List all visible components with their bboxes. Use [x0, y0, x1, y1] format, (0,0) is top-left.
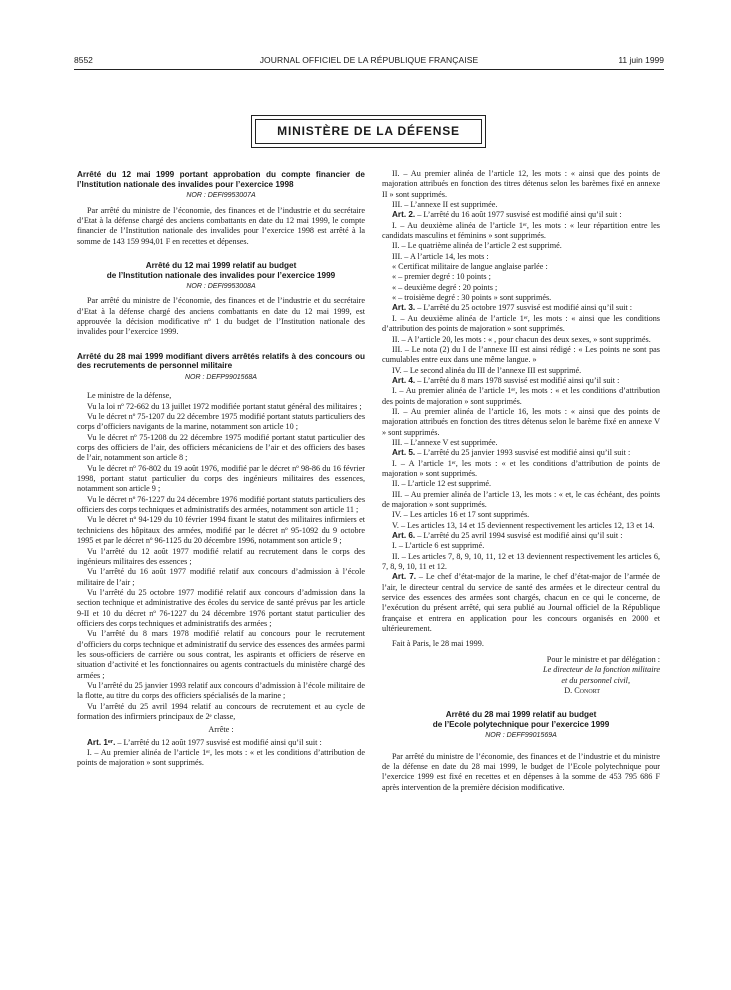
- decree3-visa: Vu l’arrêté du 16 août 1977 modifié relatif aux concours d’admission à l’école militaire de l’air ;: [77, 567, 365, 587]
- right-column: [382, 169, 660, 793]
- article-2-item: II. – Le quatrième alinéa de l’article 2 est supprimé.: [392, 241, 562, 251]
- article-5-item: V. – Les articles 13, 14 et 15 deviennent respectivement les articles 12, 13 et 14.: [392, 520, 655, 530]
- decree3-visa: Vu le décret nº 94-129 du 10 février 1994 fixant le statut des militaires infirmiers et techniciens des hôpitaux des armées, modifié par le décret nº 95-1092 du 9 octobre 1995 et par le décret nº 96-1125 du 20 décembre 1996, notamment son article 9 ;: [77, 515, 365, 546]
- article-5-item: II. – L’article 12 est supprimé.: [392, 479, 492, 489]
- article-5-item: IV. – Les articles 16 et 17 sont supprimés.: [392, 510, 530, 520]
- article-1-item: III. – L’annexe II est supprimée.: [392, 200, 498, 210]
- article-6-item: II. – Les articles 7, 8, 9, 10, 11, 12 et 13 deviennent respectivement les articles 6, 7, 8, 9, 10, 11 et 12.: [382, 551, 660, 572]
- header-rule: [74, 69, 664, 70]
- decree4-nor: NOR : DEFF9901569A: [485, 732, 557, 740]
- article-1-item: II. – Au premier alinéa de l’article 12, les mots : « ainsi que des points de majoration attribués en fonction des titres détenus selon les barèmes fixé en annexe II » sont supprimés.: [382, 169, 660, 199]
- article-2-item: I. – Au deuxième alinéa de l’article 1ᵉʳ, les mots : « leur répartition entre les candidats masculins et féminins » sont supprimés.: [382, 220, 660, 241]
- decree3-visa: Vu le décret nº 76-802 du 19 août 1976, modifié par le décret nº 98-86 du 16 février 1998, portant statut particulier du corps des ingénieurs militaires des essences, notamment son article 9 ;: [77, 463, 365, 494]
- decree3-visa: Le ministre de la défense,: [87, 391, 172, 401]
- article-4-item: III. – L’annexe V est supprimée.: [392, 437, 498, 447]
- article-2-item: « Certificat militaire de langue anglaise parlée :: [392, 262, 548, 272]
- article-1-item: I. – Au premier alinéa de l’article 1ᵉʳ, les mots : « et les conditions d’attribution de points de majoration » sont supprimés.: [77, 748, 365, 768]
- article-3-item: II. – A l’article 20, les mots : « , pour chacun des deux sexes, » sont supprimés.: [392, 334, 651, 344]
- ministry-title: MINISTÈRE DE LA DÉFENSE: [255, 119, 482, 144]
- decree3-visa: Vu la loi nº 72-662 du 13 juillet 1972 modifiée portant statut général des militaires ;: [87, 401, 362, 411]
- article-3-item: I. – Au deuxième alinéa de l’article 1ᵉʳ, les mots : « ainsi que les conditions d’attribution des points de majoration » sont supprimés.: [382, 313, 660, 334]
- decree3-visa: Vu le décret nº 75-1207 du 22 décembre 1975 modifié portant statuts particuliers des corps d’officiers navigants de la marine, notamment son article 10 ;: [77, 412, 365, 432]
- decree3-arrete: Arrête :: [208, 725, 234, 735]
- article-3: Art. 3. – L’arrêté du 25 octobre 1977 susvisé est modifié ainsi qu’il suit :: [392, 303, 633, 313]
- decree3-visa: Vu le décret nº 75-1208 du 22 décembre 1975 modifié portant statut particulier des corps des officiers de l’air, des officiers mécaniciens de l’air et des officiers des bases de l’air, notamment son article 8 ;: [77, 432, 365, 463]
- decree3-visa: Vu l’arrêté du 25 janvier 1993 relatif aux concours d’admission à l’école militaire de la flotte, au titre du corps des officiers spécialisés de la marine ;: [77, 680, 365, 701]
- article-6: Art. 6. – L’arrêté du 25 avril 1994 susvisé est modifié ainsi qu’il suit :: [392, 531, 623, 541]
- left-column: [77, 170, 365, 769]
- article-5-item: I. – A l’article 1ᵉʳ, les mots : « et les conditions d’attribution de points de majoration » sont supprimés.: [382, 458, 660, 478]
- article-4-item: II. – Au premier alinéa de l’article 16, les mots : « ainsi que des points de majoration attribués en fonction des titres détenus selon le barème fixé en annexe V » sont supprimés.: [382, 406, 660, 437]
- decree1-nor: NOR : DEFI9953007A: [186, 192, 256, 200]
- decree1-title: Arrêté du 12 mai 1999 portant approbation du compte financier de l’Institution nationale des invalides pour l’exercice 1998: [77, 170, 365, 189]
- decree4-title-line1: Arrêté du 28 mai 1999 relatif au budget: [445, 710, 597, 720]
- decree4-title-line2: de l’Ecole polytechnique pour l’exercice 1999: [432, 719, 610, 729]
- signature-title: Le directeur de la fonction militaire: [543, 665, 660, 675]
- article-6-item: I. – L’article 6 est supprimé.: [392, 541, 485, 551]
- decree2-body: Par arrêté du ministre de l’économie, des finances et de l’industrie et du secrétaire d’Etat à la défense chargé des anciens combattants en date du 12 mai 1999, est approuvée la décision modificative nº 1 du budget de l’Institution nationale des invalides pour l’exercice 1999.: [77, 296, 365, 337]
- place-date: Fait à Paris, le 28 mai 1999.: [392, 639, 484, 649]
- article-4: Art. 4. – L’arrêté du 8 mars 1978 susvisé est modifié ainsi qu’il suit :: [392, 375, 620, 385]
- page-number: 8552: [74, 55, 93, 65]
- article-3-item: IV. – Le second alinéa du III de l’annexe III est supprimé.: [392, 365, 582, 375]
- decree3-visa: Vu le décret nº 76-1227 du 24 décembre 1976 modifié portant statuts particuliers des officiers des corps techniques et administratifs des armées, notamment son article 11 ;: [77, 494, 365, 515]
- article-2-item: « – premier degré : 10 points ;: [392, 272, 491, 282]
- signatory-name: D. Conort: [564, 685, 600, 695]
- decree3-visa: Vu l’arrêté du 25 octobre 1977 modifié relatif aux concours d’admission dans la section technique et administrative des écoles du service de santé prévus par les article 9-II et 10 du décret nº 76-1227 du 24 décembre 1976 portant statut particulier des officiers des corps techniques et administratifs des armées ;: [77, 587, 365, 628]
- decree3-visa: Vu l’arrêté du 25 avril 1994 relatif au concours de recrutement et au cycle de formation des infirmiers principaux de 2ᵉ classe,: [77, 701, 365, 721]
- decree2-title-line1: Arrêté du 12 mai 1999 relatif au budget: [145, 260, 297, 270]
- article-7: Art. 7. – Le chef d’état-major de la marine, le chef d’état-major de l’armée de l’air, le directeur central du service de santé des armées et le directeur central du service des essences des armées sont chargés, chacun en ce qui le concerne, de l’exécution du présent arrêté, qui sera publié au Journal officiel de la République française et entrera en application pour les concours organisés en 2000 et ultérieurement.: [382, 572, 660, 634]
- ministry-box: [251, 115, 486, 148]
- decree1-body: Par arrêté du ministre de l’économie, des finances et de l’industrie et du secrétaire d’Etat à la défense chargé des anciens combattants en date du 12 mai 1999, le compte financier de l’Institution nationale des invalides pour l’exercice 1998 est arrêté à la somme de 143 159 994,01 F en recettes et dépenses.: [77, 205, 365, 246]
- decree4-body: Par arrêté du ministre de l’économie, des finances et de l’industrie et du ministre de la défense en date du 28 mai 1999, le budget de l’Ecole polytechnique pour l’exercice 1999 est fixé en recettes et en dépenses à la somme de 453 795 686 F après intervention de la première décision modificative.: [382, 751, 660, 792]
- decree3-visa: Vu l’arrêté du 8 mars 1978 modifié relatif au concours pour le recrutement d’officiers du corps technique et administratif du service des essences des armées parmi les sous-officiers de carrière ou sous contrat, les aspirants et officiers de réserve en situation d’activité et les fonctionnaires ou agents contractuels du ministère chargé des armées ;: [77, 629, 365, 680]
- issue-date: 11 juin 1999: [618, 55, 664, 65]
- article-2-item: « – troisième degré : 30 points » sont supprimés.: [392, 293, 552, 303]
- article-4-item: I. – Au premier alinéa de l’article 1ᵉʳ, les mots : « et les conditions d’attribution des points de majoration » sont supprimés.: [382, 386, 660, 406]
- signature-line: Pour le ministre et par délégation :: [546, 654, 660, 664]
- decree3-visa: Vu l’arrêté du 12 août 1977 modifié relatif au recrutement dans le corps des ingénieurs militaires des essences ;: [77, 546, 365, 566]
- article-5-item: III. – Au premier alinéa de l’article 13, les mots : « et, le cas échéant, des points de majoration » sont supprimés.: [382, 489, 660, 509]
- decree3-title: Arrêté du 28 mai 1999 modifiant divers arrêtés relatifs à des concours ou des recrutements de personnel militaire: [77, 351, 365, 371]
- decree3-nor: NOR : DEFP9901568A: [185, 374, 257, 381]
- signature-title: et du personnel civil,: [561, 675, 630, 685]
- decree2-title-line2: de l’Institution nationale des invalides pour l’exercice 1999: [106, 270, 336, 280]
- article-5: Art. 5. – L’arrêté du 25 janvier 1993 susvisé est modifié ainsi qu’il suit :: [392, 448, 631, 458]
- article-3-item: III. – Le nota (2) du I de l’annexe III est ainsi rédigé : « Les points ne sont pas cumulables entre eux dans une même langue. »: [382, 344, 660, 365]
- article-2-item: III. – A l’article 14, les mots :: [392, 251, 489, 261]
- article-2-item: « – deuxième degré : 20 points ;: [392, 282, 498, 292]
- article-1: Art. 1ᵉʳ. – L’arrêté du 12 août 1977 susvisé est modifié ainsi qu’il suit :: [87, 737, 322, 747]
- page-header: [74, 55, 664, 67]
- decree2-nor: NOR : DEFI9953008A: [186, 283, 256, 291]
- journal-title: JOURNAL OFFICIEL DE LA RÉPUBLIQUE FRANÇAISE: [259, 55, 479, 65]
- article-2: Art. 2. – L’arrêté du 16 août 1977 susvisé est modifié ainsi qu’il suit :: [392, 210, 622, 220]
